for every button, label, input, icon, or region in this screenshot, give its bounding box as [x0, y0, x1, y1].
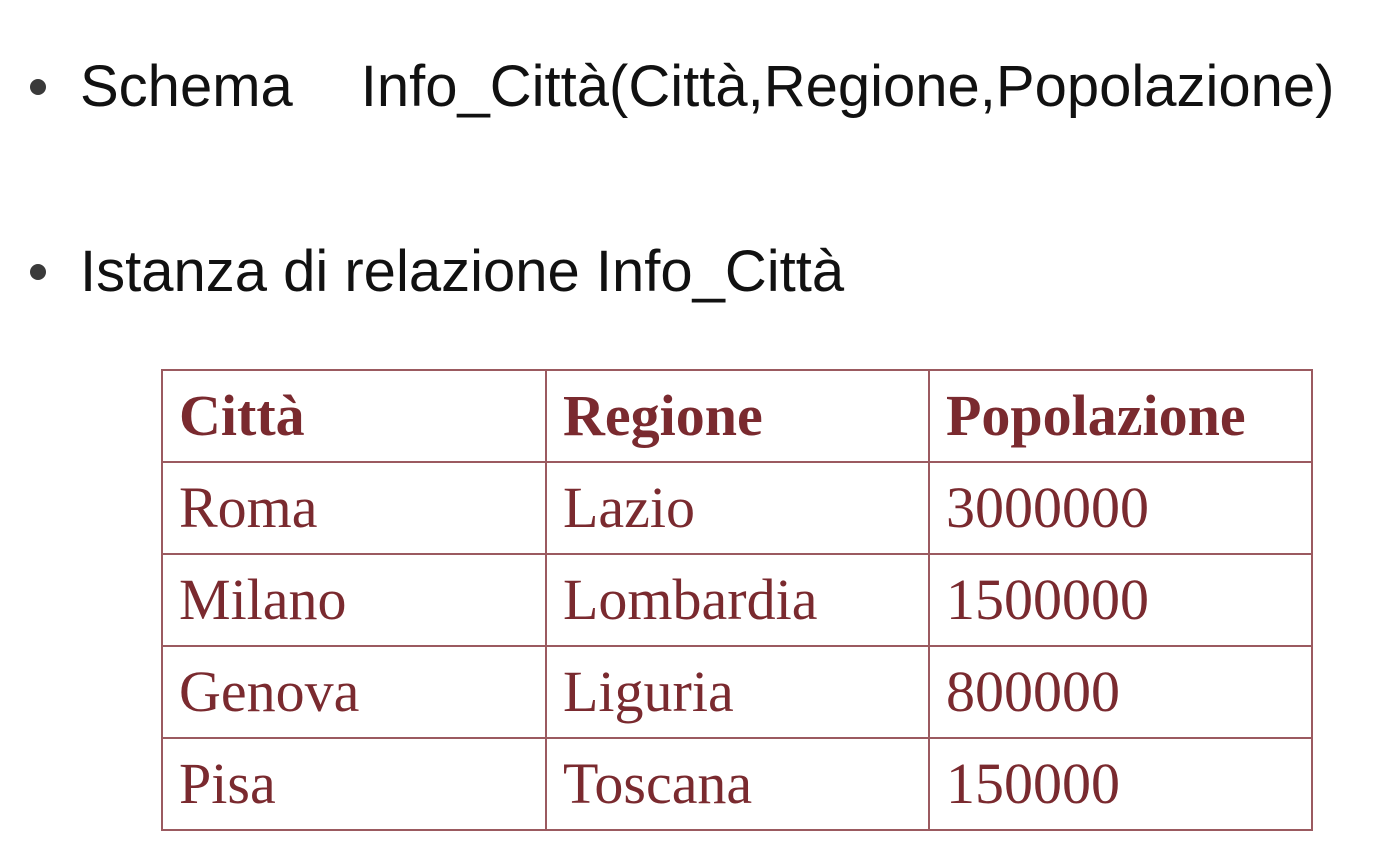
cell-popolazione: 1500000 [929, 554, 1312, 646]
cell-citta: Milano [162, 554, 546, 646]
schema-definition: Info_Città(Città,Regione,Popolazione) [360, 54, 1335, 119]
schema-bullet [30, 54, 1335, 119]
cell-popolazione: 3000000 [929, 462, 1312, 554]
cell-citta: Pisa [162, 738, 546, 830]
relation-table [161, 369, 1313, 831]
bullet-dot-icon [30, 79, 46, 95]
cell-regione: Liguria [546, 646, 929, 738]
table-row [162, 462, 1312, 554]
table-row [162, 738, 1312, 830]
cell-popolazione: 800000 [929, 646, 1312, 738]
cell-regione: Toscana [546, 738, 929, 830]
table-row [162, 646, 1312, 738]
column-header-citta: Città [162, 370, 546, 462]
cell-citta: Genova [162, 646, 546, 738]
cell-regione: Lazio [546, 462, 929, 554]
schema-label: Schema [80, 54, 293, 119]
bullet-dot-icon [30, 264, 46, 280]
column-header-popolazione: Popolazione [929, 370, 1312, 462]
table-row [162, 554, 1312, 646]
cell-regione: Lombardia [546, 554, 929, 646]
instance-heading: Istanza di relazione Info_Città [80, 239, 845, 304]
cell-citta: Roma [162, 462, 546, 554]
table-header-row [162, 370, 1312, 462]
column-header-regione: Regione [546, 370, 929, 462]
instance-bullet [30, 239, 845, 304]
cell-popolazione: 150000 [929, 738, 1312, 830]
